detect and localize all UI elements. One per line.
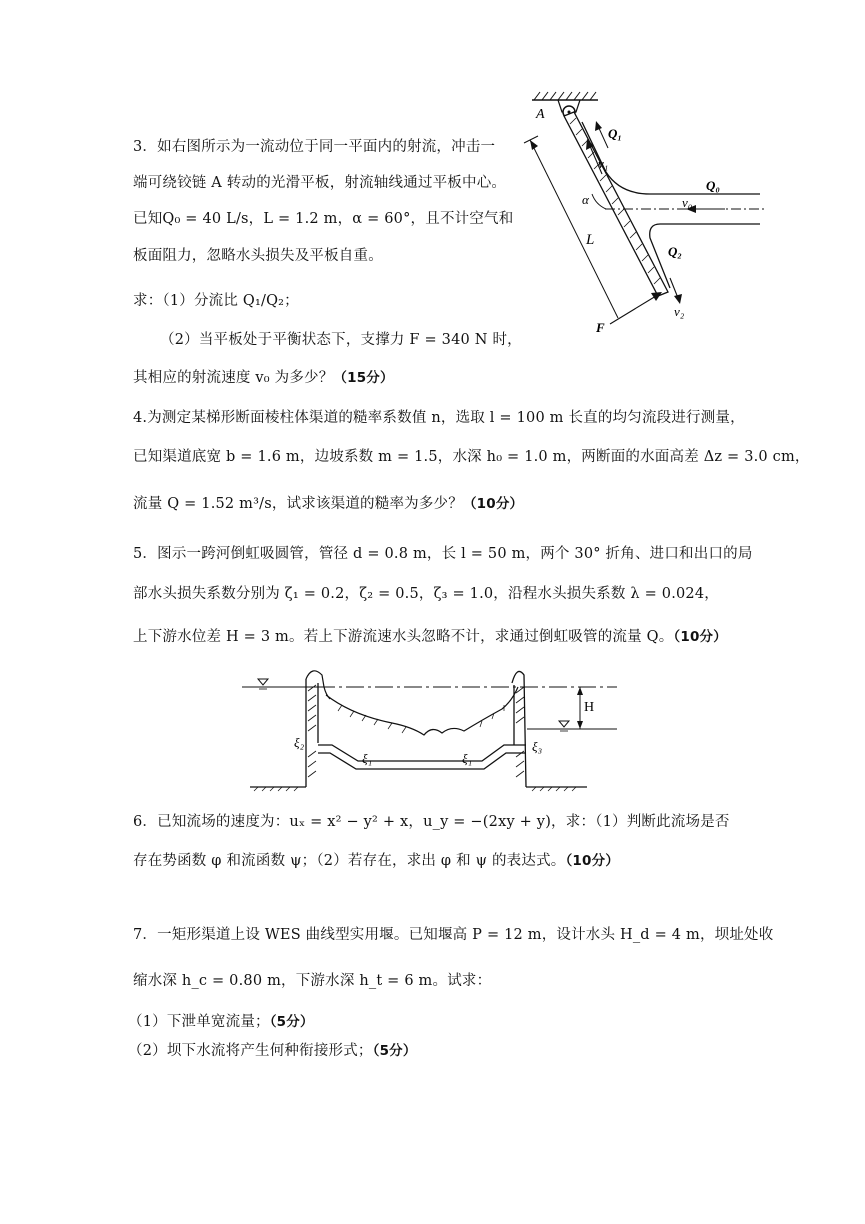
q3-line-1: 3．如右图所示为一流动位于同一平面内的射流，冲击一 [133,139,496,155]
q1-label: Q₁ [608,126,622,141]
zeta2-label: ξ₂ [294,735,305,750]
jet-plate-figure [510,88,770,338]
q3-score: （15分） [333,370,394,386]
q6-line-1: 6．已知流场的速度为：uₓ = x² − y² + x，u_y = −(2xy + y)，求：（1）判断此流场是否 [133,814,730,830]
q4-line-2: 已知渠道底宽 b = 1.6 m，边坡系数 m = 1.5，水深 h₀ = 1.0 m，两断面的水面高差 Δz = 3.0 cm， [133,449,810,465]
q3-line-6: （2）当平板处于平衡状态下，支撑力 F = 340 N 时， [160,332,522,348]
v2-label: v₂ [674,304,685,319]
q7-sub-2-score: （5分） [372,1043,417,1059]
q3-line-5: 求：（1）分流比 Q₁/Q₂； [133,293,299,309]
q5-score: （10分） [673,629,727,645]
q4-line-3: 流量 Q = 1.52 m³/s，试求该渠道的糙率为多少？（10分） [133,496,524,512]
v1-label: v₁ [598,156,609,171]
alpha-label: α [582,192,589,207]
q2-label: Q₂ [668,244,682,259]
q5-line-2: 部水头损失系数分别为 ζ₁ = 0.2，ζ₂ = 0.5，ζ₃ = 1.0，沿程水头损失系数 λ = 0.024， [133,586,719,602]
q7-sub-1-score: （5分） [269,1014,314,1030]
q5-line-1: 5．图示一跨河倒虹吸圆管，管径 d = 0.8 m，长 l = 50 m，两个 30° 折角、进口和出口的局 [133,546,753,562]
q7-line-1: 7．一矩形渠道上设 WES 曲线型实用堰。已知堰高 P = 12 m，设计水头 H_d = 4 m，坝址处收 [133,927,774,943]
q5-line-3: 上下游水位差 H = 3 m。若上下游流速水头忽略不计，求通过倒虹吸管的流量 Q。（10分） [133,629,727,645]
q6-line-2: 存在势函数 φ 和流函数 ψ；（2）若存在，求出 φ 和 ψ 的表达式。（10分） [133,853,620,869]
q3-line-2: 端可绕铰链 A 转动的光滑平板，射流轴线通过平板中心。 [133,175,507,191]
zeta3-label: ξ₃ [532,739,543,754]
length-label: L [586,232,595,248]
q3-line-3: 已知Q₀ = 40 L/s，L = 1.2 m，α = 60°，且不计空气和 [133,211,514,227]
q6-score: （10分） [565,853,620,869]
force-label: F [596,320,605,335]
q7-sub-2: （2）坝下水流将产生何种衔接形式；（5分） [128,1043,417,1059]
q4-score: （10分） [462,496,524,512]
q3-line-7: 其相应的射流速度 v₀ 为多少？（15分） [133,370,394,386]
q7-line-2: 缩水深 h_c = 0.80 m，下游水深 h_t = 6 m。试求： [133,973,492,989]
q0-label: Q₀ [706,178,720,193]
q3-line-4: 板面阻力，忽略水头损失及平板自重。 [133,248,383,264]
zeta1-left-label: ξ₁ [362,751,373,766]
head-difference-label: H [584,700,595,715]
zeta1-right-label: ξ₁ [462,751,473,766]
inverted-siphon-figure [242,665,622,795]
q7-sub-1: （1）下泄单宽流量；（5分） [128,1014,314,1030]
hinge-label: A [536,107,545,122]
q4-line-1: 4.为测定某梯形断面棱柱体渠道的糙率系数值 n，选取 l = 100 m 长直的均匀流段进行测量， [133,410,745,426]
v0-label: v₀ [682,195,693,210]
